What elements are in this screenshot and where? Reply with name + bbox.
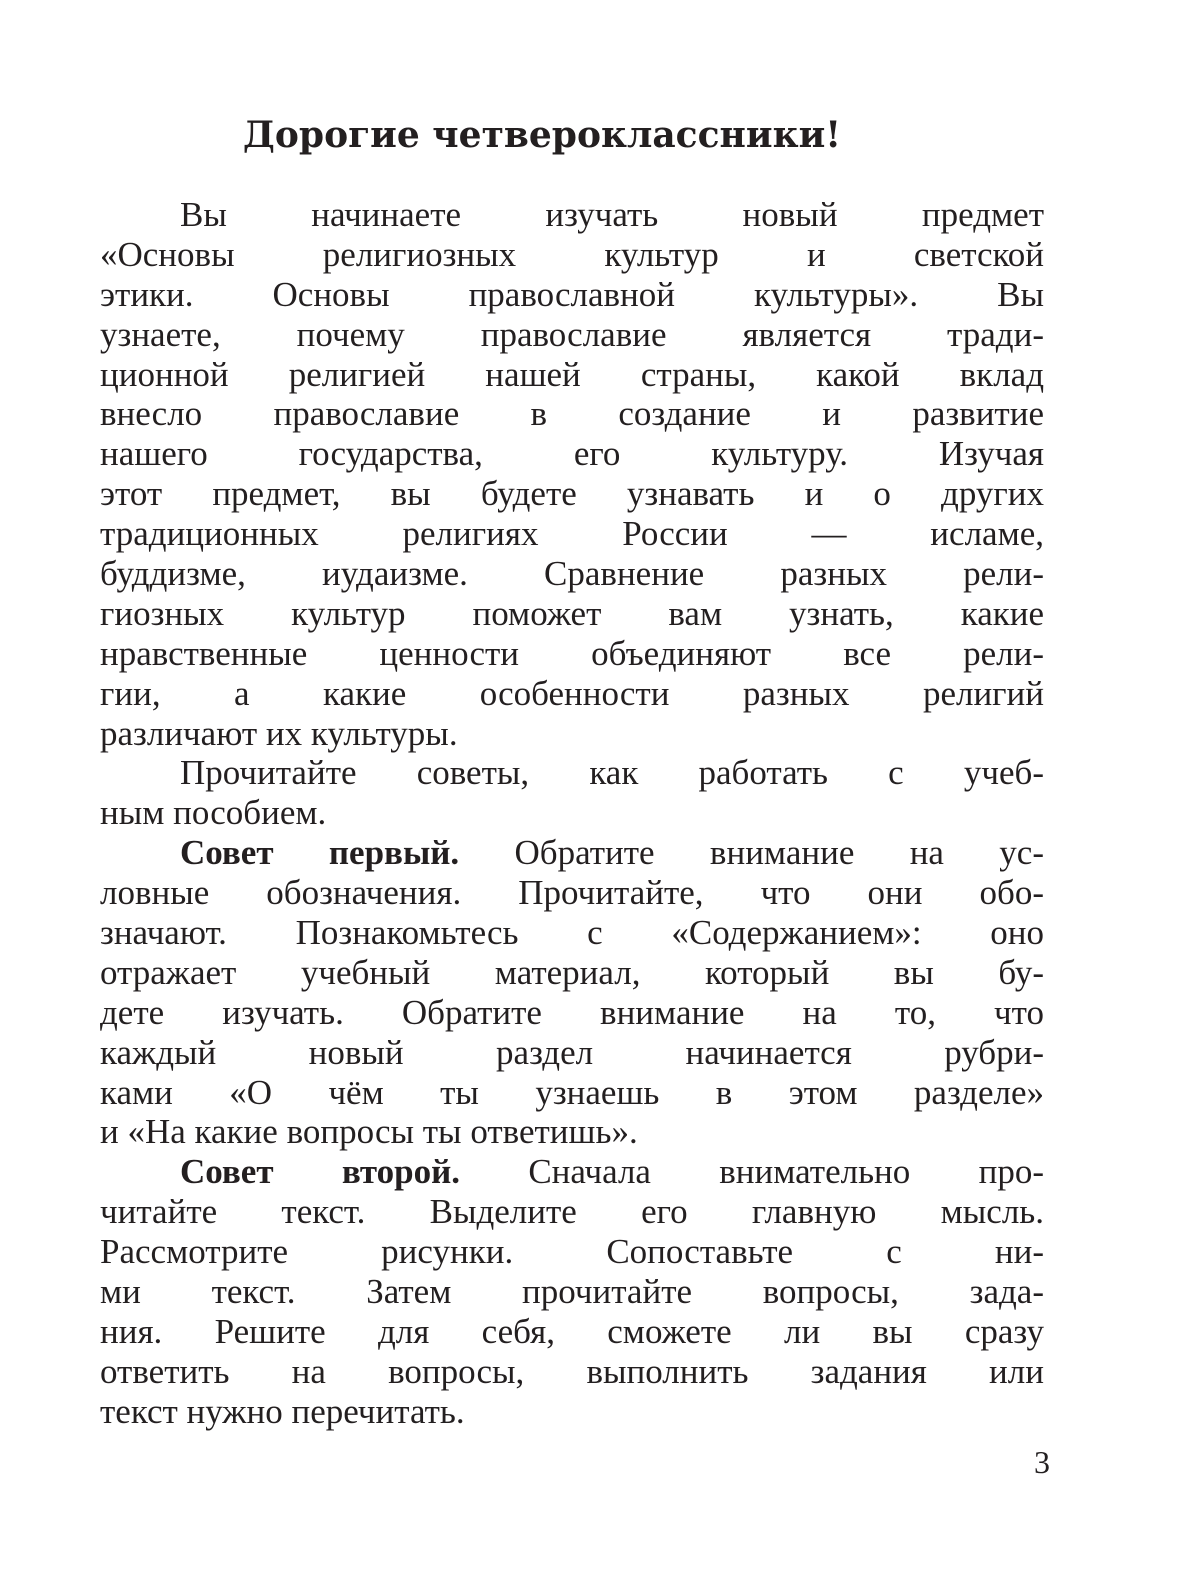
text-line: Прочитайте советы, как работать с учеб- [180,753,1044,793]
text-line: каждый новый раздел начинается рубри- [100,1032,1044,1072]
advice-first-paragraph [100,833,1044,1152]
text-line: отражает учебный материал, который вы бу- [100,952,1044,992]
page-number: 3 [1034,1444,1050,1480]
advice-first-line-rest: Обратите внимание на ус- [459,833,1044,873]
text-line: ловные обозначения. Прочитайте, что они обо- [100,873,1044,913]
intro-paragraph [100,195,1044,753]
text-line: различают их культуры. [100,713,458,753]
text-line: ответить на вопросы, выполнить задания или [100,1351,1044,1391]
text-line: этот предмет, вы будете узнавать и о других [100,474,1044,514]
text-line: гиозных культур поможет вам узнать, какие [100,593,1044,633]
text-line: Вы начинаете изучать новый предмет [180,195,1044,234]
text-line: текст нужно перечитать. [100,1391,465,1431]
text-line [100,833,1044,873]
text-line: ционной религией нашей страны, какой вклад [100,354,1044,394]
advice-second-lead: Совет второй. [180,1152,460,1192]
body-text [100,195,1044,1432]
text-line: ми текст. Затем прочитайте вопросы, зада- [100,1272,1044,1312]
text-line: нашего государства, его культуру. Изучая [100,434,1044,474]
read-advice-paragraph [100,753,1044,833]
advice-second-line-rest: Сначала внимательно про- [460,1152,1044,1192]
text-line: ным пособием. [100,793,327,833]
text-line: узнаете, почему православие является тради- [100,314,1044,354]
text-line: читайте текст. Выделите его главную мысль. [100,1192,1044,1232]
text-line: дете изучать. Обратите внимание на то, что [100,992,1044,1032]
text-line: и «На какие вопросы ты ответишь». [100,1112,638,1152]
text-line: значают. Познакомьтесь с «Содержанием»: оно [100,913,1044,953]
text-line: «Основы религиозных культур и светской [100,234,1044,274]
text-line: традиционных религиях России — исламе, [100,514,1044,554]
text-line: гии, а какие особенности разных религий [100,673,1044,713]
page-title: Дорогие четвероклассники! [242,114,842,156]
text-line: внесло православие в создание и развитие [100,394,1044,434]
advice-second-paragraph [100,1152,1044,1431]
text-line: ния. Решите для себя, сможете ли вы сразу [100,1311,1044,1351]
text-line [100,1152,1044,1192]
text-line: этики. Основы православной культуры». Вы [100,274,1044,314]
text-line: ками «О чём ты узнаешь в этом разделе» [100,1072,1044,1112]
advice-first-lead: Совет первый. [180,833,460,873]
text-line: нравственные ценности объединяют все рели- [100,633,1044,673]
text-line: Рассмотрите рисунки. Сопоставьте с ни- [100,1232,1044,1272]
text-line: буддизме, иудаизме. Сравнение разных рели- [100,554,1044,594]
